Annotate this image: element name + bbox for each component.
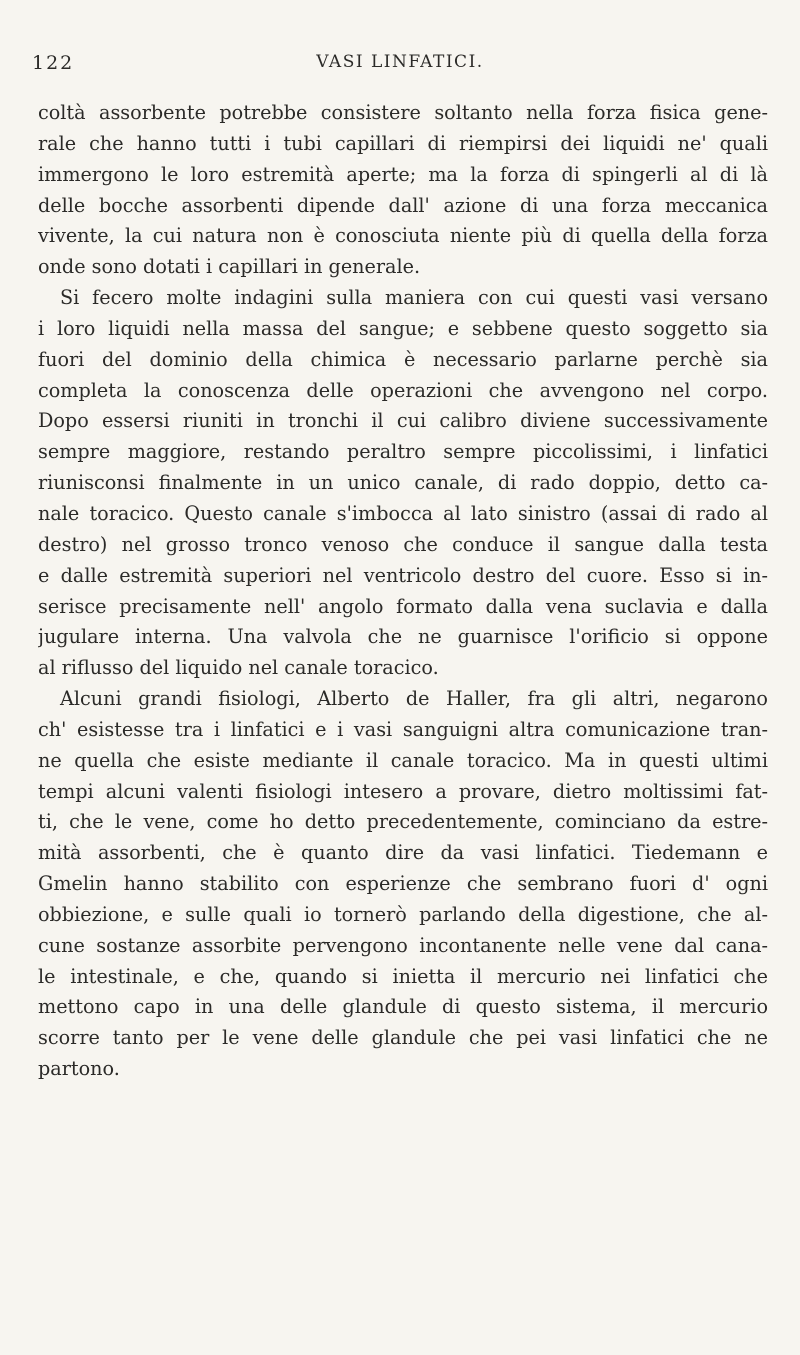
text-line: ti, che le vene, come ho detto precedentemente, cominciano da estre- (38, 810, 768, 834)
text-line: onde sono dotati i capillari in generale. (38, 255, 421, 279)
text-line: nale toracico. Questo canale s'imbocca al lato sinistro (assai di rado al (38, 501, 768, 525)
text-line: Alcuni grandi fisiologi, Alberto de Haller, fra gli altri, negarono (60, 687, 768, 711)
text-line: jugulare interna. Una valvola che ne guarnisce l'orificio si oppone (38, 625, 768, 649)
text-line: vivente, la cui natura non è conosciuta niente più di quella della forza (38, 224, 768, 248)
text-line: ch' esistesse tra i linfatici e i vasi sanguigni altra comunicazione tran- (38, 717, 768, 741)
running-title: VASI LINFATICI. (316, 52, 484, 72)
text-line: obbiezione, e sulle quali io tornerò parlando della digestione, che al- (38, 902, 768, 926)
text-line: ne quella che esiste mediante il canale toracico. Ma in questi ultimi (38, 748, 768, 772)
text-line: Si fecero molte indagini sulla maniera con cui questi vasi versano (60, 286, 768, 310)
text-line: i loro liquidi nella massa del sangue; e sebbene questo soggetto sia (38, 316, 768, 340)
text-line: delle bocche assorbenti dipende dall' azione di una forza meccanica (38, 193, 768, 217)
text-line: fuori del dominio della chimica è necessario parlarne perchè sia (38, 347, 768, 371)
text-line: destro) nel grosso tronco venoso che conduce il sangue dalla testa (38, 532, 768, 556)
text-line: rale che hanno tutti i tubi capillari di riempirsi dei liquidi ne' quali (38, 131, 768, 155)
text-line: scorre tanto per le vene delle glandule che pei vasi linfatici che ne (38, 1026, 768, 1050)
text-line: coltà assorbente potrebbe consistere soltanto nella forza fisica gene- (38, 101, 768, 124)
text-line: e dalle estremità superiori nel ventricolo destro del cuore. Esso si in- (38, 563, 768, 587)
text-line: riunisconsi finalmente in un unico canale, di rado doppio, detto ca- (38, 471, 768, 495)
page-header (32, 52, 768, 82)
text-line: mettono capo in una delle glandule di questo sistema, il mercurio (38, 995, 768, 1019)
text-line: partono. (38, 1057, 120, 1081)
page-number: 122 (32, 52, 75, 74)
text-line: completa la conoscenza delle operazioni che avvengono nel corpo. (38, 378, 768, 402)
text-line: sempre maggiore, restando peraltro sempre piccolissimi, i linfatici (38, 440, 768, 464)
text-line: tempi alcuni valenti fisiologi intesero a provare, dietro moltissimi fat- (38, 779, 768, 803)
text-line: serisce precisamente nell' angolo formato dalla vena suclavia e dalla (38, 594, 768, 618)
text-line: Gmelin hanno stabilito con esperienze che sembrano fuori d' ogni (38, 872, 768, 896)
text-line: mità assorbenti, che è quanto dire da vasi linfatici. Tiedemann e (38, 841, 768, 865)
text-line: immergono le loro estremità aperte; ma la forza di spingerli al di là (38, 162, 768, 186)
text-line: Dopo essersi riuniti in tronchi il cui calibro diviene successivamente (38, 409, 768, 433)
text-line: cune sostanze assorbite pervengono incontanente nelle vene dal cana- (38, 933, 768, 957)
body-text (38, 98, 768, 1085)
text-line: le intestinale, e che, quando si inietta il mercurio nei linfatici che (38, 964, 768, 988)
text-line: al riflusso del liquido nel canale toracico. (38, 656, 439, 680)
